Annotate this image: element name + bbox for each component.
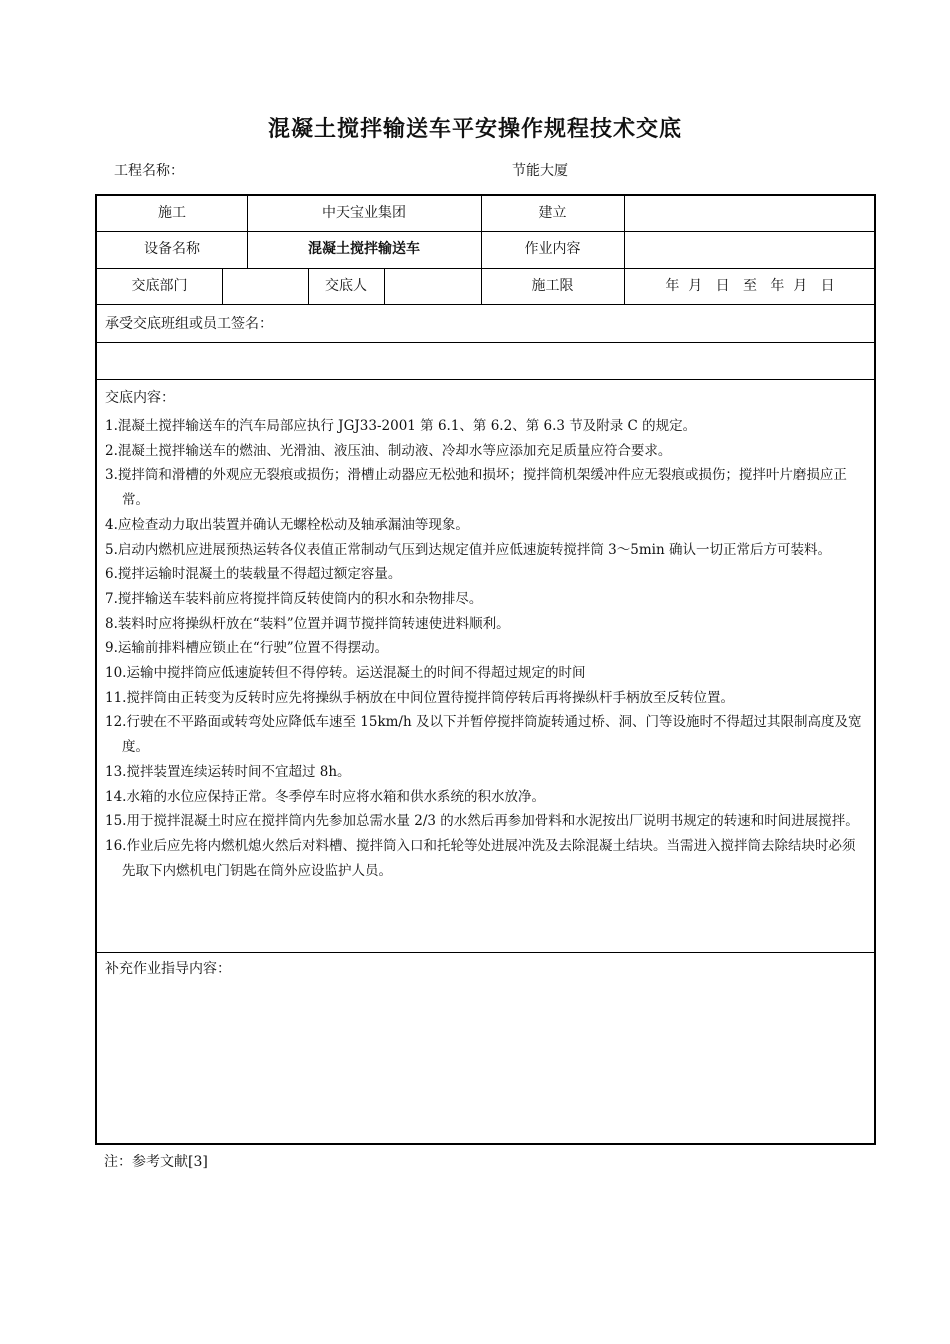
document-title: 混凝土搅拌输送车平安操作规程技术交底 <box>267 117 682 142</box>
row-divider <box>97 268 874 269</box>
row-divider <box>97 952 874 953</box>
project-name-label: 工程名称： <box>114 163 184 179</box>
content-list <box>105 414 867 883</box>
footnote: 注：参考文献[3] <box>104 1154 208 1170</box>
supplement-label: 补充作业指导内容： <box>105 961 231 977</box>
content-label: 交底内容： <box>105 390 175 406</box>
content-item: 14.水箱的水位应保持正常。冬季停车时应将水箱和供水系统的积水放净。 <box>105 788 545 805</box>
content-item: 9.运输前排料槽应锁止在“行驶”位置不得摆动。 <box>105 640 389 657</box>
content-item: 5.启动内燃机应进展预热运转各仪表值正常制动气压到达规定值并应低速旋转搅拌筒 3～5min 确认一切正常后方可装料。 <box>105 541 831 558</box>
content-item: 13.搅拌装置连续运转时间不宜超过 8h。 <box>105 763 351 780</box>
content-item: 15.用于搅拌混凝土时应在搅拌筒内先参加总需水量 2/3 的水然后再参加骨料和水泥按出厂说明书规定的转速和时间进展搅拌。 <box>105 813 859 830</box>
signature-label: 承受交底班组或员工签名： <box>105 316 273 332</box>
work-content-label: 作业内容 <box>524 241 581 257</box>
row-divider <box>97 231 874 232</box>
content-item: 2.混凝土搅拌输送车的燃油、光滑油、液压油、制动液、冷却水等应添加充足质量应符合要求。 <box>105 442 672 459</box>
content-item: 10.运输中搅拌筒应低速旋转但不得停转。运送混凝土的时间不得超过规定的时间 <box>105 665 586 682</box>
content-item: 1.混凝土搅拌输送车的汽车局部应执行 JGJ33-2001 第 6.1、第 6.2、第 6.3 节及附录 C 的规定。 <box>105 418 697 434</box>
content-item: 3.搅拌筒和滑槽的外观应无裂痕或损伤；滑槽止动器应无松弛和损坏；搅拌筒机架缓冲件应无裂痕或损伤；搅拌叶片磨损应正常。 <box>105 467 847 509</box>
content-item: 4.应检查动力取出装置并确认无螺栓松动及轴承漏油等现象。 <box>105 516 469 533</box>
row-divider <box>97 379 874 380</box>
construction-period-value: 年 月 日 至 年 月 日 <box>665 278 835 294</box>
content-item: 7.搅拌输送车装料前应将搅拌筒反转使筒内的积水和杂物排尽。 <box>105 590 483 607</box>
content-item: 12.行驶在不平路面或转弯处应降低车速至 15km/h 及以下并暂停搅拌筒旋转通过桥、洞、门等设施时不得超过其限制高度及宽度。 <box>105 714 862 756</box>
content-item: 11.搅拌筒由正转变为反转时应先将操纵手柄放在中间位置待搅拌筒停转后再将操纵杆手柄放至反转位置。 <box>105 689 734 706</box>
content-item: 16.作业后应先将内燃机熄火然后对料槽、搅拌筒入口和托轮等处进展冲洗及去除混凝土结块。当需进入搅拌筒去除结块时必须先取下内燃机电门钥匙在筒外应设监护人员。 <box>105 837 856 879</box>
builder-label: 建立 <box>538 205 567 221</box>
content-item: 6.搅拌运输时混凝土的装载量不得超过额定容量。 <box>105 566 402 583</box>
col-divider <box>222 268 223 304</box>
construction-period-label: 施工限 <box>531 278 574 294</box>
equipment-name-value: 混凝土搅拌输送车 <box>308 241 420 257</box>
row-divider <box>97 342 874 343</box>
row-divider <box>97 304 874 305</box>
handover-person-label: 交底人 <box>325 278 367 294</box>
handover-table <box>95 194 876 1145</box>
equipment-name-label: 设备名称 <box>144 241 200 257</box>
content-item: 8.装料时应将操纵杆放在“装料”位置并调节搅拌筒转速使进料顺利。 <box>105 615 510 632</box>
construction-label: 施工 <box>158 205 186 221</box>
construction-value: 中天宝业集团 <box>322 205 406 221</box>
col-divider <box>384 268 385 304</box>
project-name-value: 节能大厦 <box>512 163 568 179</box>
handover-dept-label: 交底部门 <box>131 278 188 294</box>
